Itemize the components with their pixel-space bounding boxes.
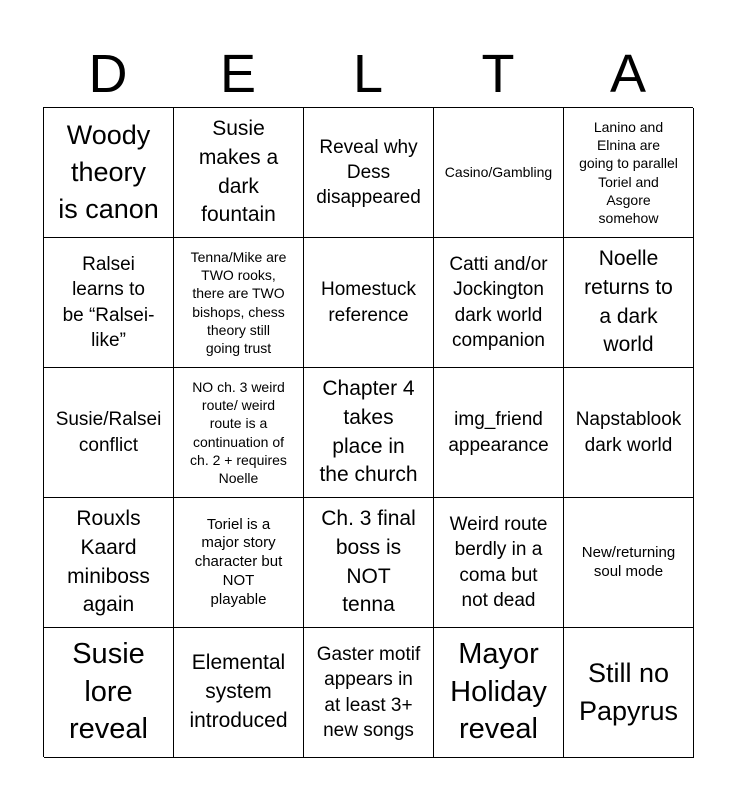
bingo-cell-r2-c2[interactable]: Tenna/Mike are TWO rooks, there are TWO bishops, chess theory still going trust (174, 238, 304, 368)
bingo-cell-r2-c5[interactable]: Noelle returns to a dark world (564, 238, 694, 368)
bingo-cell-r3-c4[interactable]: img_friend appearance (434, 368, 564, 498)
bingo-cell-r3-c2[interactable]: NO ch. 3 weird route/ weird route is a continuation of ch. 2 + requires Noelle (174, 368, 304, 498)
title-letter-d: D (88, 44, 128, 104)
bingo-cell-r5-c5[interactable]: Still no Papyrus (564, 628, 694, 758)
bingo-cell-r3-c5[interactable]: Napstablook dark world (564, 368, 694, 498)
title-letter-l: L (352, 44, 384, 104)
bingo-cell-r5-c3[interactable]: Gaster motif appears in at least 3+ new songs (304, 628, 434, 758)
bingo-cell-r2-c1[interactable]: Ralsei learns to be “Ralsei- like” (44, 238, 174, 368)
bingo-cell-r1-c1[interactable]: Woody theory is canon (44, 108, 174, 238)
bingo-cell-r5-c4[interactable]: Mayor Holiday reveal (434, 628, 564, 758)
bingo-cell-r3-c3[interactable]: Chapter 4 takes place in the church (304, 368, 434, 498)
bingo-cell-r2-c4[interactable]: Catti and/or Jockington dark world companion (434, 238, 564, 368)
bingo-cell-r5-c1[interactable]: Susie lore reveal (44, 628, 174, 758)
bingo-cell-r4-c1[interactable]: Rouxls Kaard miniboss again (44, 498, 174, 628)
bingo-cell-r4-c4[interactable]: Weird route berdly in a coma but not dead (434, 498, 564, 628)
bingo-cell-r4-c5[interactable]: New/returning soul mode (564, 498, 694, 628)
bingo-cell-r3-c1[interactable]: Susie/Ralsei conflict (44, 368, 174, 498)
title-letter-e: E (219, 44, 257, 104)
bingo-cell-r5-c2[interactable]: Elemental system introduced (174, 628, 304, 758)
bingo-cell-r1-c4[interactable]: Casino/Gambling (434, 108, 564, 238)
title-letter-t: T (481, 44, 515, 104)
title-letter-a: A (609, 44, 647, 104)
bingo-cell-r4-c3[interactable]: Ch. 3 final boss is NOT tenna (304, 498, 434, 628)
bingo-grid (43, 107, 693, 757)
bingo-cell-r2-c3[interactable]: Homestuck reference (304, 238, 434, 368)
bingo-cell-r1-c5[interactable]: Lanino and Elnina are going to parallel Toriel and Asgore somehow (564, 108, 694, 238)
title-row (43, 42, 693, 106)
bingo-cell-r4-c2[interactable]: Toriel is a major story character but NOT playable (174, 498, 304, 628)
bingo-cell-r1-c2[interactable]: Susie makes a dark fountain (174, 108, 304, 238)
bingo-cell-r1-c3[interactable]: Reveal why Dess disappeared (304, 108, 434, 238)
